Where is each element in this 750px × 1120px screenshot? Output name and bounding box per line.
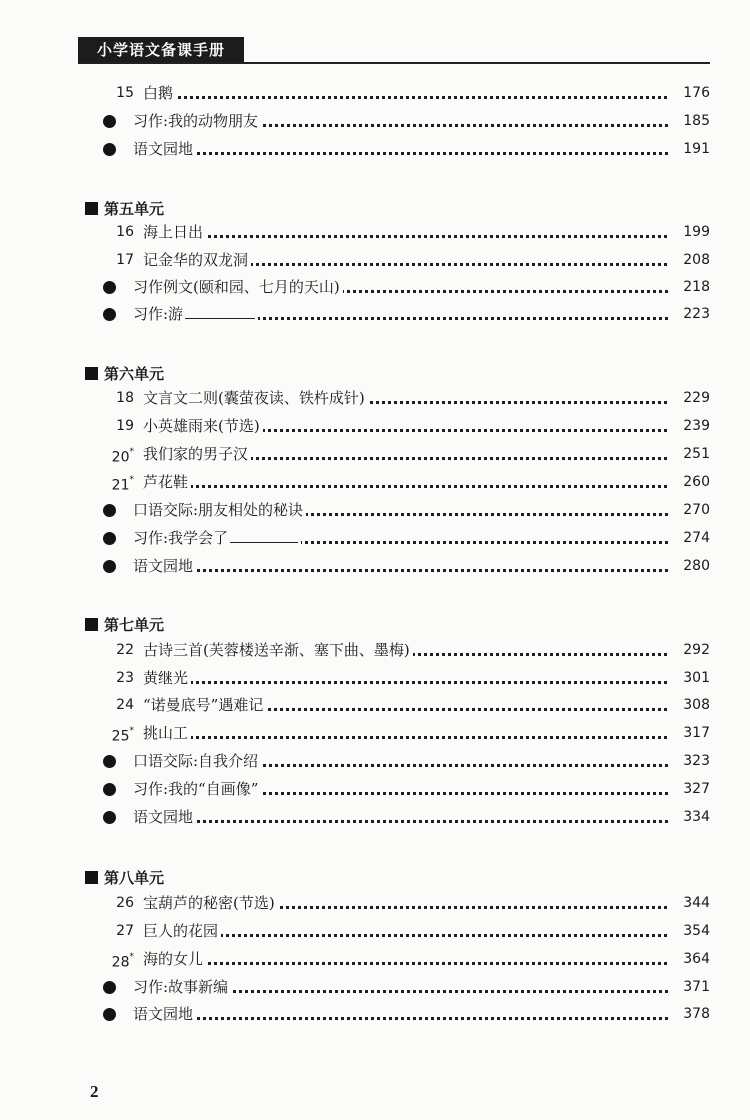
page-ref: 251	[670, 441, 710, 467]
entry-title	[133, 525, 301, 551]
unit-heading	[0, 362, 750, 386]
entry-title-text: 古诗三首(芙蓉楼送辛渐、塞下曲、墨梅)	[143, 641, 410, 659]
toc-entry[interactable]	[0, 692, 750, 718]
page-ref: 223	[670, 301, 710, 327]
page-ref: 239	[670, 413, 710, 439]
toc-entry[interactable]	[0, 274, 750, 300]
lesson-number-text: 19	[116, 418, 134, 434]
entry-title	[133, 776, 261, 802]
entry-title-text: 语文园地	[133, 557, 194, 575]
page-ref: 270	[670, 497, 710, 523]
page-ref: 334	[670, 804, 710, 830]
lesson-number-text: 15	[116, 85, 134, 101]
toc-entry[interactable]	[0, 247, 750, 273]
dot-leader	[153, 96, 680, 99]
toc-entry[interactable]	[0, 497, 750, 523]
lesson-number-text: 17	[116, 252, 134, 268]
dot-leader	[153, 934, 680, 937]
entry-title-text: 海的女儿	[143, 950, 204, 968]
lesson-number	[100, 385, 134, 411]
lesson-number	[100, 665, 134, 691]
toc-entry[interactable]	[0, 890, 750, 916]
page-ref: 229	[670, 385, 710, 411]
lesson-number	[100, 637, 134, 663]
page-ref: 208	[670, 247, 710, 273]
lesson-number	[100, 219, 134, 245]
entry-title-text: 我们家的男子汉	[143, 445, 249, 463]
lesson-number-text: 27	[116, 923, 134, 939]
lesson-number	[100, 441, 134, 467]
page-ref: 317	[670, 720, 710, 746]
entry-title	[143, 219, 206, 245]
dot-leader	[143, 152, 680, 155]
unit-heading	[0, 613, 750, 637]
toc-entry[interactable]	[0, 108, 750, 134]
round-bullet-icon	[103, 115, 116, 128]
toc-entry[interactable]	[0, 974, 750, 1000]
toc-entry[interactable]	[0, 301, 750, 327]
toc-entry[interactable]	[0, 469, 750, 495]
toc-entry[interactable]	[0, 553, 750, 579]
round-bullet-icon	[103, 1008, 116, 1021]
page-ref: 371	[670, 974, 710, 1000]
lesson-number	[100, 692, 134, 718]
toc-entry[interactable]	[0, 946, 750, 972]
lesson-number	[100, 918, 134, 944]
entry-title	[143, 441, 251, 467]
round-bullet-icon	[103, 504, 116, 517]
entry-title-text: 语文园地	[133, 1005, 194, 1023]
unit-title: 第五单元	[104, 200, 165, 218]
toc-entry[interactable]	[0, 413, 750, 439]
entry-title	[143, 469, 191, 495]
round-bullet-icon	[103, 308, 116, 321]
round-bullet-icon	[103, 981, 116, 994]
toc-entry[interactable]	[0, 219, 750, 245]
entry-title	[133, 274, 343, 300]
lesson-number-text: 16	[116, 224, 134, 240]
dot-leader	[143, 569, 680, 572]
unit-title: 第八单元	[104, 869, 165, 887]
page-ref: 378	[670, 1001, 710, 1027]
toc-entry[interactable]	[0, 1001, 750, 1027]
toc-entry[interactable]	[0, 136, 750, 162]
entry-title-text: 口语交际:朋友相处的秘诀	[133, 501, 304, 519]
page-ref: 354	[670, 918, 710, 944]
dot-leader	[153, 485, 680, 488]
toc-entry[interactable]	[0, 525, 750, 551]
toc-entry[interactable]	[0, 776, 750, 802]
entry-title-text: 习作:我的动物朋友	[133, 112, 259, 130]
dot-leader	[153, 681, 680, 684]
page-ref: 280	[670, 553, 710, 579]
entry-title-text: 小英雄雨来(节选)	[143, 417, 260, 435]
entry-title-text: 习作:游	[133, 305, 184, 323]
page-number: 2	[90, 1082, 99, 1101]
dot-leader	[153, 962, 680, 965]
entry-title-text: 海上日出	[143, 223, 204, 241]
page-ref: 364	[670, 946, 710, 972]
fill-in-blank	[230, 528, 298, 543]
optional-lesson-mark: *	[129, 447, 134, 457]
dot-leader	[153, 235, 680, 238]
square-bullet-icon	[85, 871, 98, 884]
entry-title	[143, 80, 176, 106]
lesson-number-text: 22	[116, 642, 134, 658]
dot-leader	[153, 736, 680, 739]
entry-title-text: 习作例文(颐和园、七月的天山)	[133, 278, 340, 296]
entry-title	[133, 136, 196, 162]
lesson-number	[100, 413, 134, 439]
entry-title	[133, 748, 261, 774]
entry-title	[133, 1001, 196, 1027]
lesson-number	[100, 720, 134, 746]
page-ref: 308	[670, 692, 710, 718]
entry-title	[133, 553, 196, 579]
page-ref: 260	[670, 469, 710, 495]
entry-title	[143, 946, 206, 972]
lesson-number	[100, 469, 134, 495]
round-bullet-icon	[103, 783, 116, 796]
round-bullet-icon	[103, 532, 116, 545]
entry-title-text: 语文园地	[133, 140, 194, 158]
entry-title	[143, 890, 278, 916]
entry-title-text: 习作:我学会了	[133, 529, 229, 547]
entry-title-text: 巨人的花园	[143, 922, 219, 940]
entry-title-text: 挑山工	[143, 724, 189, 742]
entry-title-text: 黄继光	[143, 669, 189, 687]
entry-title	[133, 804, 196, 830]
toc-entry[interactable]	[0, 665, 750, 691]
toc-entry[interactable]	[0, 918, 750, 944]
toc-entry[interactable]	[0, 80, 750, 106]
lesson-number	[100, 946, 134, 972]
entry-title-text: 语文园地	[133, 808, 194, 826]
page-ref: 301	[670, 665, 710, 691]
dot-leader	[143, 1017, 680, 1020]
entry-title-text: “诺曼底号”遇难记	[143, 696, 264, 714]
toc-entry[interactable]	[0, 720, 750, 746]
entry-title-text: 芦花鞋	[143, 473, 189, 491]
dot-leader	[143, 820, 680, 823]
entry-title	[143, 692, 266, 718]
toc-entry[interactable]	[0, 385, 750, 411]
lesson-number-text: 26	[116, 895, 134, 911]
page-ref: 185	[670, 108, 710, 134]
round-bullet-icon	[103, 281, 116, 294]
lesson-number-text: 28	[111, 954, 130, 971]
page-ref: 199	[670, 219, 710, 245]
entry-title	[133, 497, 306, 523]
square-bullet-icon	[85, 367, 98, 380]
entry-title	[143, 637, 413, 663]
toc-entry[interactable]	[0, 804, 750, 830]
unit-title: 第七单元	[104, 616, 165, 634]
entry-title	[143, 247, 251, 273]
toc-entry[interactable]	[0, 748, 750, 774]
page-ref: 218	[670, 274, 710, 300]
optional-lesson-mark: *	[129, 475, 134, 485]
round-bullet-icon	[103, 560, 116, 573]
page-ref: 191	[670, 136, 710, 162]
lesson-number	[100, 80, 134, 106]
toc-entry[interactable]	[0, 441, 750, 467]
entry-title-text: 文言文二则(囊萤夜读、铁杵成针)	[143, 389, 365, 407]
entry-title	[143, 720, 191, 746]
page-ref: 327	[670, 776, 710, 802]
book-title: 小学语文备课手册	[96, 41, 225, 59]
lesson-number-text: 24	[116, 697, 134, 713]
entry-title-text: 习作:故事新编	[133, 978, 229, 996]
square-bullet-icon	[85, 202, 98, 215]
optional-lesson-mark: *	[129, 726, 134, 736]
entry-title-text: 宝葫芦的秘密(节选)	[143, 894, 275, 912]
entry-title-text: 习作:我的“自画像”	[133, 780, 259, 798]
page-ref: 344	[670, 890, 710, 916]
round-bullet-icon	[103, 811, 116, 824]
unit-heading	[0, 866, 750, 890]
lesson-number-text: 25	[111, 728, 130, 745]
entry-title	[143, 413, 263, 439]
round-bullet-icon	[103, 143, 116, 156]
entry-title-text: 记金华的双龙洞	[143, 251, 249, 269]
entry-title	[143, 665, 191, 691]
entry-title	[143, 385, 368, 411]
lesson-number-text: 21	[111, 477, 130, 494]
page-ref: 292	[670, 637, 710, 663]
entry-title	[133, 108, 261, 134]
entry-title	[133, 301, 258, 327]
round-bullet-icon	[103, 755, 116, 768]
page-ref: 274	[670, 525, 710, 551]
lesson-number-text: 18	[116, 390, 134, 406]
optional-lesson-mark: *	[129, 952, 134, 962]
lesson-number-text: 23	[116, 670, 134, 686]
entry-title	[133, 974, 231, 1000]
lesson-number	[100, 890, 134, 916]
lesson-number-text: 20	[111, 449, 130, 466]
toc-entry[interactable]	[0, 637, 750, 663]
page-ref: 176	[670, 80, 710, 106]
page-ref: 323	[670, 748, 710, 774]
entry-title	[143, 918, 221, 944]
lesson-number	[100, 247, 134, 273]
fill-in-blank	[185, 304, 255, 319]
unit-heading	[0, 197, 750, 221]
unit-title: 第六单元	[104, 365, 165, 383]
entry-title-text: 白鹅	[143, 84, 174, 102]
square-bullet-icon	[85, 618, 98, 631]
entry-title-text: 口语交际:自我介绍	[133, 752, 259, 770]
